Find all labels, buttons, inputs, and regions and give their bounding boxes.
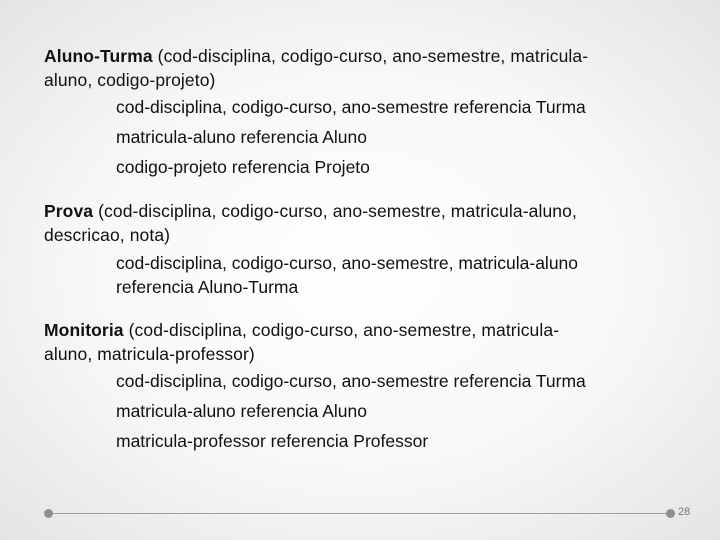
relation-attributes: (cod-disciplina, codigo-curso, ano-semestre, matricula-aluno, (93, 201, 577, 221)
relation-attributes-continued: aluno, codigo-projeto) (44, 70, 216, 90)
relation-heading (44, 318, 684, 342)
slide-content (44, 44, 684, 473)
relation-monitoria (44, 318, 684, 456)
relation-prova (44, 199, 684, 301)
foreign-key-reference: cod-disciplina, codigo-curso, ano-semestre referencia Turma (116, 97, 586, 117)
relation-name: Aluno-Turma (44, 46, 153, 66)
relation-aluno-turma (44, 44, 684, 182)
relation-attributes: (cod-disciplina, codigo-curso, ano-semestre, matricula- (123, 320, 560, 340)
foreign-key-reference: matricula-professor referencia Professor (116, 431, 429, 451)
foreign-key-reference: matricula-aluno referencia Aluno (116, 401, 367, 421)
foreign-key-reference: matricula-aluno referencia Aluno (116, 127, 367, 147)
footer-dot-right (666, 509, 675, 518)
foreign-key-target: referencia Aluno-Turma (116, 277, 299, 297)
relation-attributes: (cod-disciplina, codigo-curso, ano-semestre, matricula- (152, 46, 589, 66)
relation-name: Monitoria (44, 320, 124, 340)
foreign-key-reference: cod-disciplina, codigo-curso, ano-semestre referencia Turma (116, 371, 586, 391)
footer-dot-left (44, 509, 53, 518)
foreign-key-columns: cod-disciplina, codigo-curso, ano-semestre, matricula-aluno (116, 253, 579, 273)
relation-heading (44, 199, 684, 223)
page-number: 28 (678, 506, 691, 518)
foreign-key-reference: codigo-projeto referencia Projeto (116, 157, 370, 177)
relation-attributes-continued: descricao, nota) (44, 225, 171, 245)
relation-attributes-continued: aluno, matricula-professor) (44, 344, 255, 364)
foreign-key-reference (44, 247, 684, 301)
relation-name: Prova (44, 201, 94, 221)
relation-heading (44, 44, 684, 68)
footer-divider (48, 513, 672, 514)
